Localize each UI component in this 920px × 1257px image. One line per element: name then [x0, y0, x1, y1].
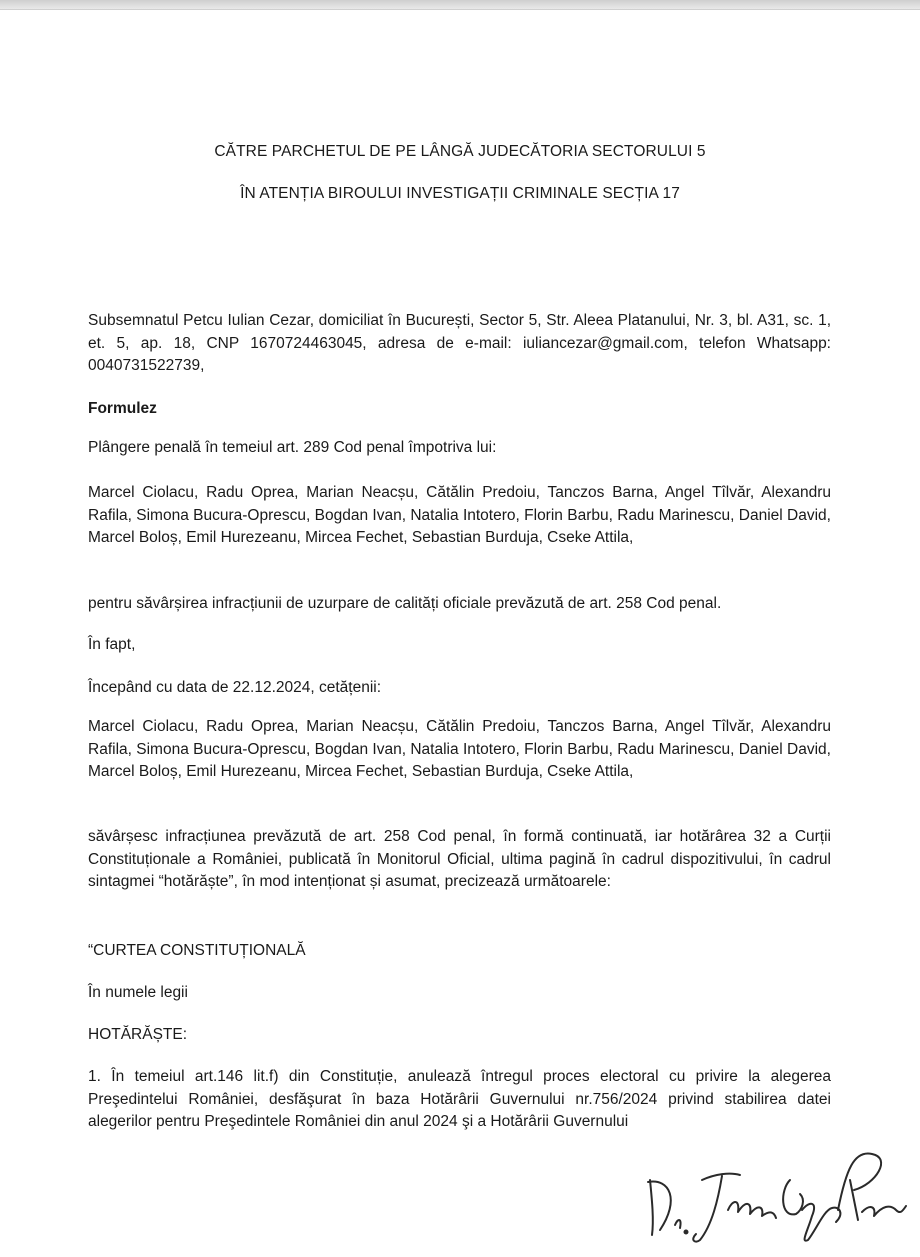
offense-details-paragraph: săvârșesc infracțiunea prevăzută de art. 258 Cod penal, în formă continuată, iar hotărârea 32 a Curții Constituționale a României, publicată în Monitorul Oficial, ultima pagină în cadrul dispozitivului, în cadrul sintagmei “hotărăște”, în mod intenționat și asumat, precizează următoarele:: [88, 828, 831, 890]
decides-line: HOTĂRĂȘTE:: [88, 1026, 188, 1043]
complaint-line: Plângere penală în temeiul art. 289 Cod penal împotriva lui:: [88, 439, 497, 456]
intro-paragraph: Subsemnatul Petcu Iulian Cezar, domiciliat în București, Sector 5, Str. Aleea Platanului, Nr. 3, bl. A31, sc. 1, et. 5, ap. 18, CNP 1670724463045, adresa de e-mail: iuliancezar@gmail.com, telefon Whatsapp: 0040731522739,: [88, 312, 831, 374]
in-fapt-line: În fapt,: [88, 636, 136, 653]
citizens-names-list: Marcel Ciolacu, Radu Oprea, Marian Neacșu, Cătălin Predoiu, Tanczos Barna, Angel Tîlvăr, Alexandru Rafila, Simona Bucura-Oprescu, Bogdan Ivan, Natalia Intotero, Florin Barbu, Radu Marinescu, Daniel David, Marcel Boloș, Emil Hurezeanu, Mircea Fechet, Sebastian Burduja, Cseke Attila,: [88, 718, 831, 780]
handwritten-signature: [640, 1140, 910, 1250]
in-name-of-law-line: În numele legii: [88, 984, 188, 1001]
court-quote-line: “CURTEA CONSTITUȚIONALĂ: [88, 942, 306, 959]
accused-names-list: Marcel Ciolacu, Radu Oprea, Marian Neacșu, Cătălin Predoiu, Tanczos Barna, Angel Tîlvăr, Alexandru Rafila, Simona Bucura-Oprescu, Bogdan Ivan, Natalia Intotero, Florin Barbu, Radu Marinescu, Daniel David, Marcel Boloș, Emil Hurezeanu, Mircea Fechet, Sebastian Burduja, Cseke Attila,: [88, 484, 831, 546]
attention-line: ÎN ATENȚIA BIROULUI INVESTIGAȚII CRIMINALE SECȚIA 17: [240, 185, 680, 202]
formulez-heading: Formulez: [88, 400, 157, 417]
addressee-line: CĂTRE PARCHETUL DE PE LÂNGĂ JUDECĂTORIA SECTORULUI 5: [214, 143, 706, 160]
offense-line: pentru săvârșirea infracțiunii de uzurpare de calități oficiale prevăzută de art. 258 Cod penal.: [88, 595, 722, 612]
starting-date-line: Începând cu data de 22.12.2024, cetățenii:: [88, 679, 382, 696]
decision-point-1: 1. În temeiul art.146 lit.f) din Constituție, anulează întregul proces electoral cu privire la alegerea Preşedintelui României, desfăşurat în baza Hotărârii Guvernului nr.756/2024 privind stabilirea datei alegerilor pentru Preşedintele României din anul 2024 şi a Hotărârii Guvernului: [88, 1068, 831, 1130]
